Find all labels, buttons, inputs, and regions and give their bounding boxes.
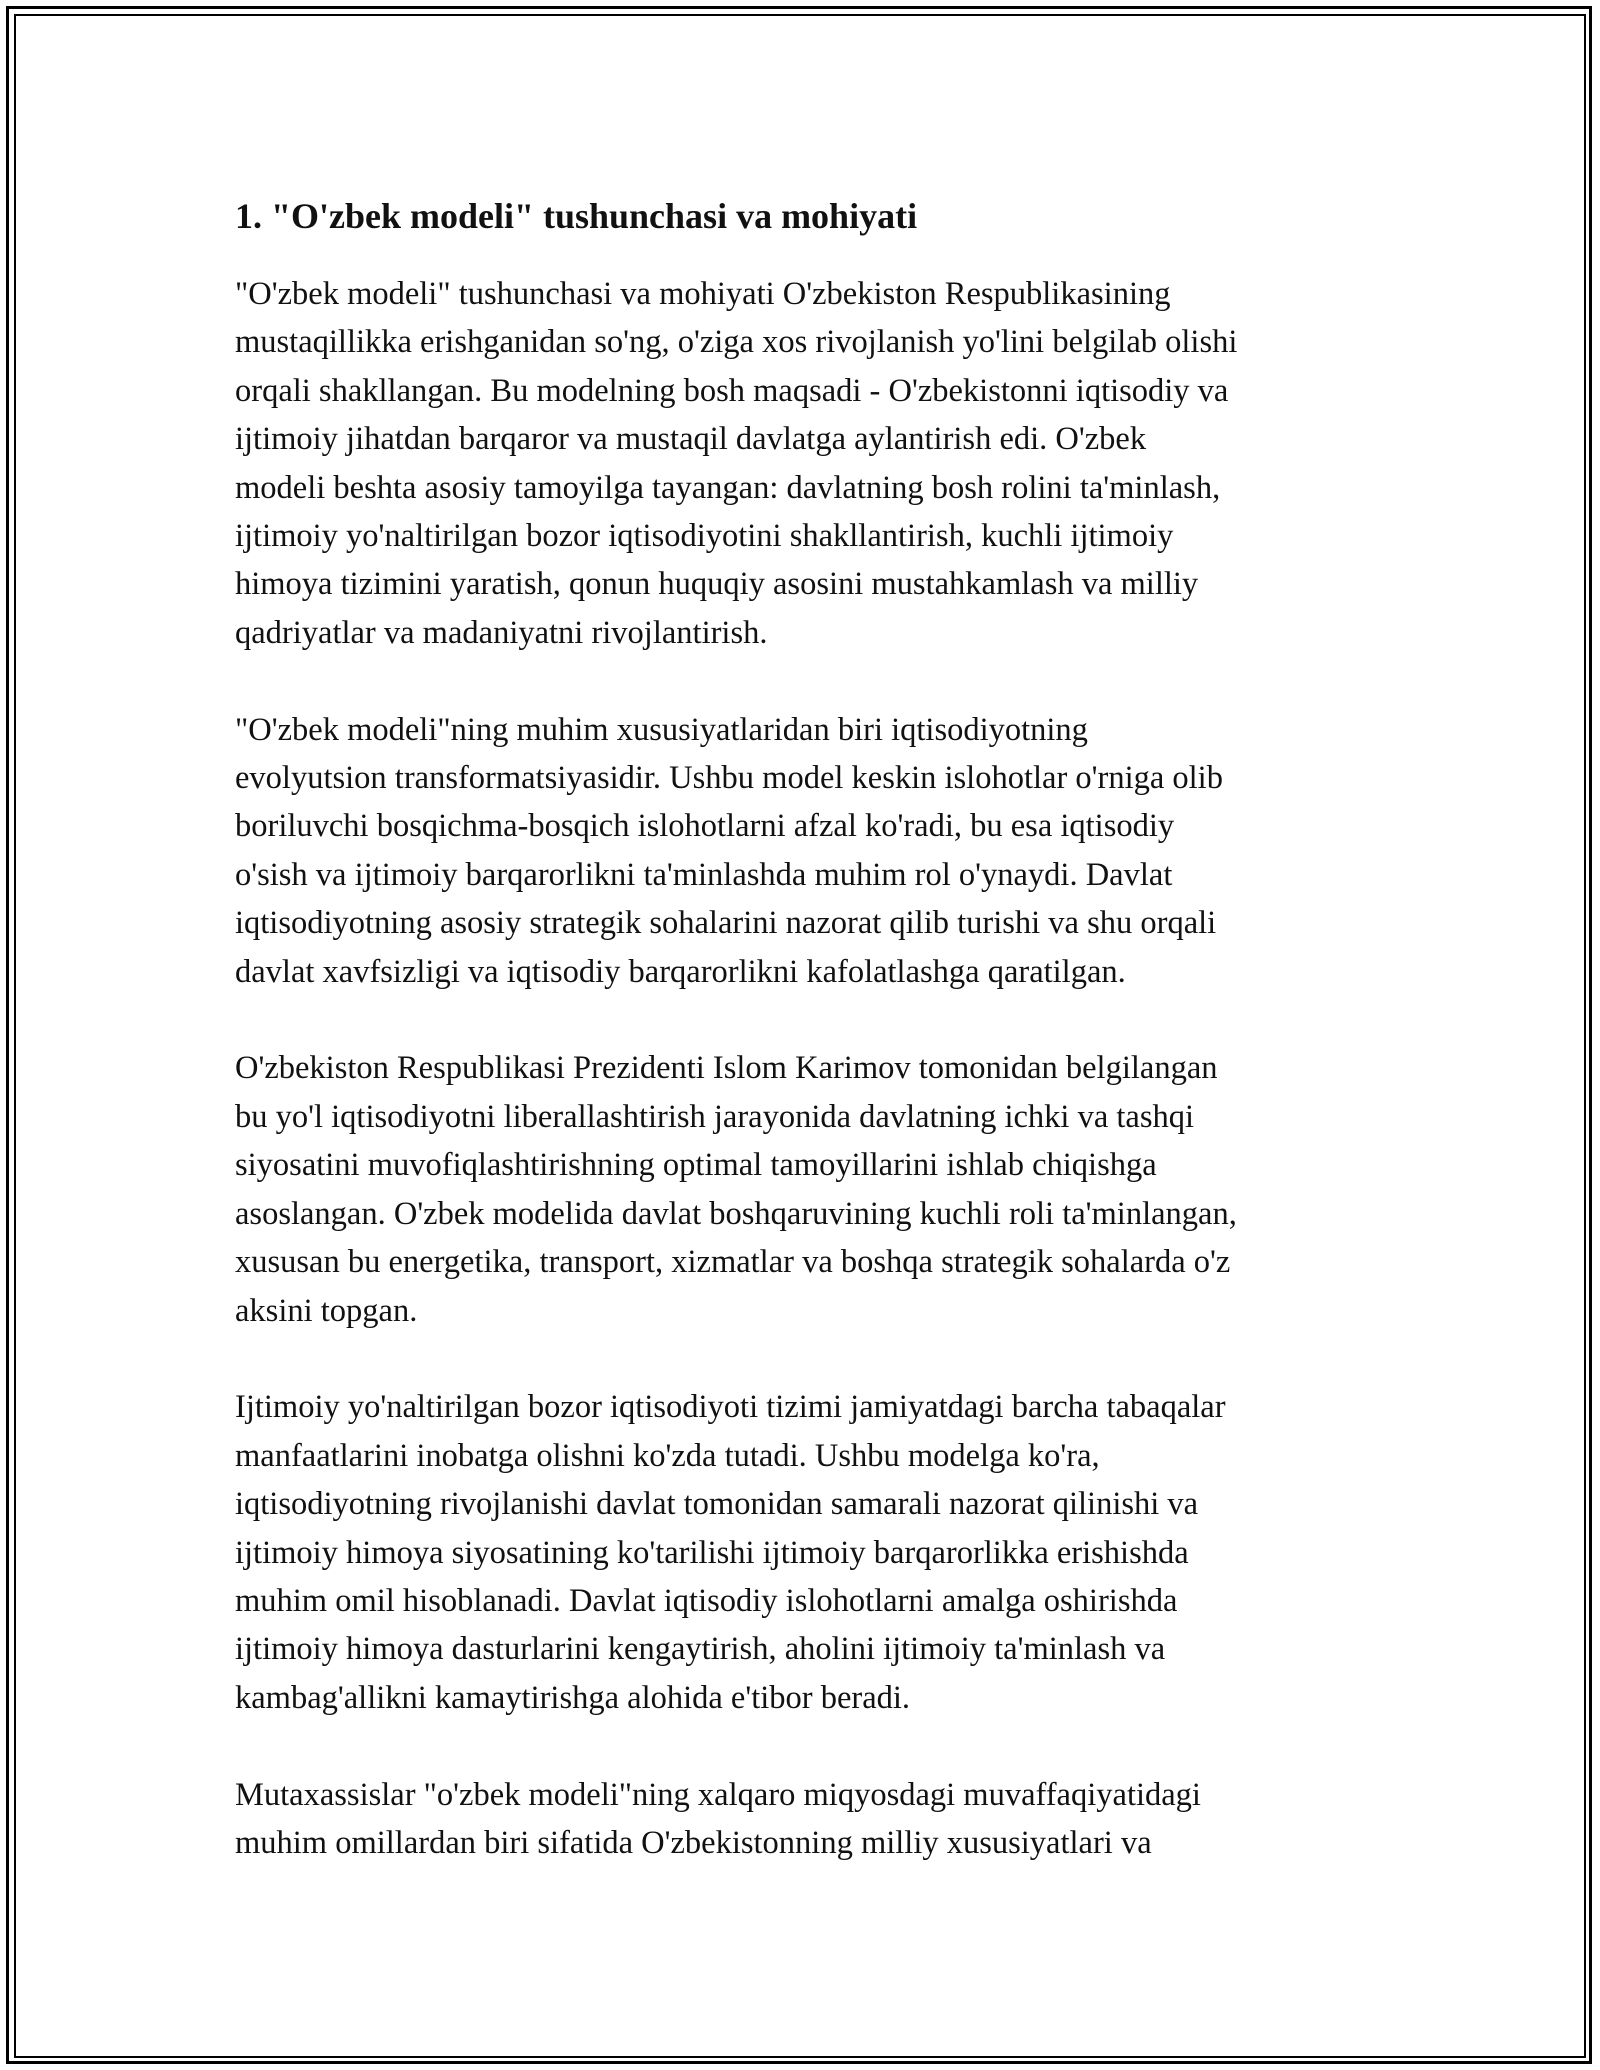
- paragraph: [235, 706, 1385, 996]
- paragraph-line: qadriyatlar va madaniyatni rivojlantirish.: [235, 614, 768, 651]
- paragraph-line: iqtisodiyotning asosiy strategik sohalarini nazorat qilib turishi va shu orqali: [235, 905, 1217, 942]
- section-heading: 1. "O'zbek modeli" tushunchasi va mohiyati: [235, 196, 918, 236]
- paragraph-line: himoya tizimini yaratish, qonun huquqiy asosini mustahkamlash va milliy: [235, 566, 1199, 603]
- paragraph-line: aksini topgan.: [235, 1292, 418, 1329]
- paragraph-list: [235, 270, 1385, 1867]
- paragraph-line: "O'zbek modeli"ning muhim xususiyatlaridan biri iqtisodiyotning: [235, 711, 1088, 748]
- paragraph-line: Ijtimoiy yo'naltirilgan bozor iqtisodiyoti tizimi jamiyatdagi barcha tabaqalar: [235, 1389, 1226, 1426]
- paragraph-line: siyosatini muvofiqlashtirishning optimal tamoyillarini ishlab chiqishga: [235, 1147, 1157, 1184]
- paragraph: [235, 1383, 1385, 1722]
- document-body: [235, 188, 1385, 1916]
- paragraph-line: modeli beshta asosiy tamoyilga tayangan: davlatning bosh rolini ta'minlash,: [235, 469, 1221, 506]
- paragraph-line: muhim omil hisoblanadi. Davlat iqtisodiy islohotlarni amalga oshirishda: [235, 1582, 1178, 1619]
- paragraph-line: Mutaxassislar "o'zbek modeli"ning xalqaro miqyosdagi muvaffaqiyatidagi: [235, 1776, 1201, 1813]
- paragraph-line: ijtimoiy jihatdan barqaror va mustaqil davlatga aylantirish edi. O'zbek: [235, 421, 1147, 458]
- paragraph: [235, 1771, 1385, 1868]
- paragraph-line: ijtimoiy himoya siyosatining ko'tarilishi ijtimoiy barqarorlikka erishishda: [235, 1534, 1189, 1571]
- paragraph-line: davlat xavfsizligi va iqtisodiy barqarorlikni kafolatlashga qaratilgan.: [235, 953, 1126, 990]
- paragraph-line: orqali shakllangan. Bu modelning bosh maqsadi - O'zbekistonni iqtisodiy va: [235, 372, 1229, 409]
- paragraph-line: manfaatlarini inobatga olishni ko'zda tutadi. Ushbu modelga ko'ra,: [235, 1437, 1100, 1474]
- paragraph-line: o'sish va ijtimoiy barqarorlikni ta'minlashda muhim rol o'ynaydi. Davlat: [235, 856, 1173, 893]
- paragraph-line: ijtimoiy himoya dasturlarini kengaytirish, aholini ijtimoiy ta'minlash va: [235, 1631, 1166, 1668]
- paragraph-line: kambag'allikni kamaytirishga alohida e'tibor beradi.: [235, 1679, 911, 1716]
- paragraph-line: "O'zbek modeli" tushunchasi va mohiyati O'zbekiston Respublikasining: [235, 276, 1171, 312]
- paragraph-line: iqtisodiyotning rivojlanishi davlat tomonidan samarali nazorat qilinishi va: [235, 1486, 1199, 1523]
- paragraph-line: mustaqillikka erishganidan so'ng, o'ziga xos rivojlanish yo'lini belgilab olishi: [235, 324, 1238, 361]
- paragraph-line: xususan bu energetika, transport, xizmatlar va boshqa strategik sohalarda o'z: [235, 1244, 1231, 1281]
- paragraph: [235, 270, 1385, 657]
- paragraph-line: ijtimoiy yo'naltirilgan bozor iqtisodiyotini shakllantirish, kuchli ijtimoiy: [235, 518, 1174, 555]
- paragraph-line: O'zbekiston Respublikasi Prezidenti Islom Karimov tomonidan belgilangan: [235, 1050, 1218, 1087]
- paragraph-line: boriluvchi bosqichma-bosqich islohotlarni afzal ko'radi, bu esa iqtisodiy: [235, 808, 1175, 845]
- paragraph-line: asoslangan. O'zbek modelida davlat boshqaruvining kuchli roli ta'minlangan,: [235, 1195, 1237, 1232]
- paragraph-line: bu yo'l iqtisodiyotni liberallashtirish jarayonida davlatning ichki va tashqi: [235, 1098, 1195, 1135]
- paragraph-line: evolyutsion transformatsiyasidir. Ushbu model keskin islohotlar o'rniga olib: [235, 760, 1223, 797]
- paragraph-line: muhim omillardan biri sifatida O'zbekistonning milliy xususiyatlari va: [235, 1824, 1152, 1861]
- paragraph: [235, 1044, 1385, 1334]
